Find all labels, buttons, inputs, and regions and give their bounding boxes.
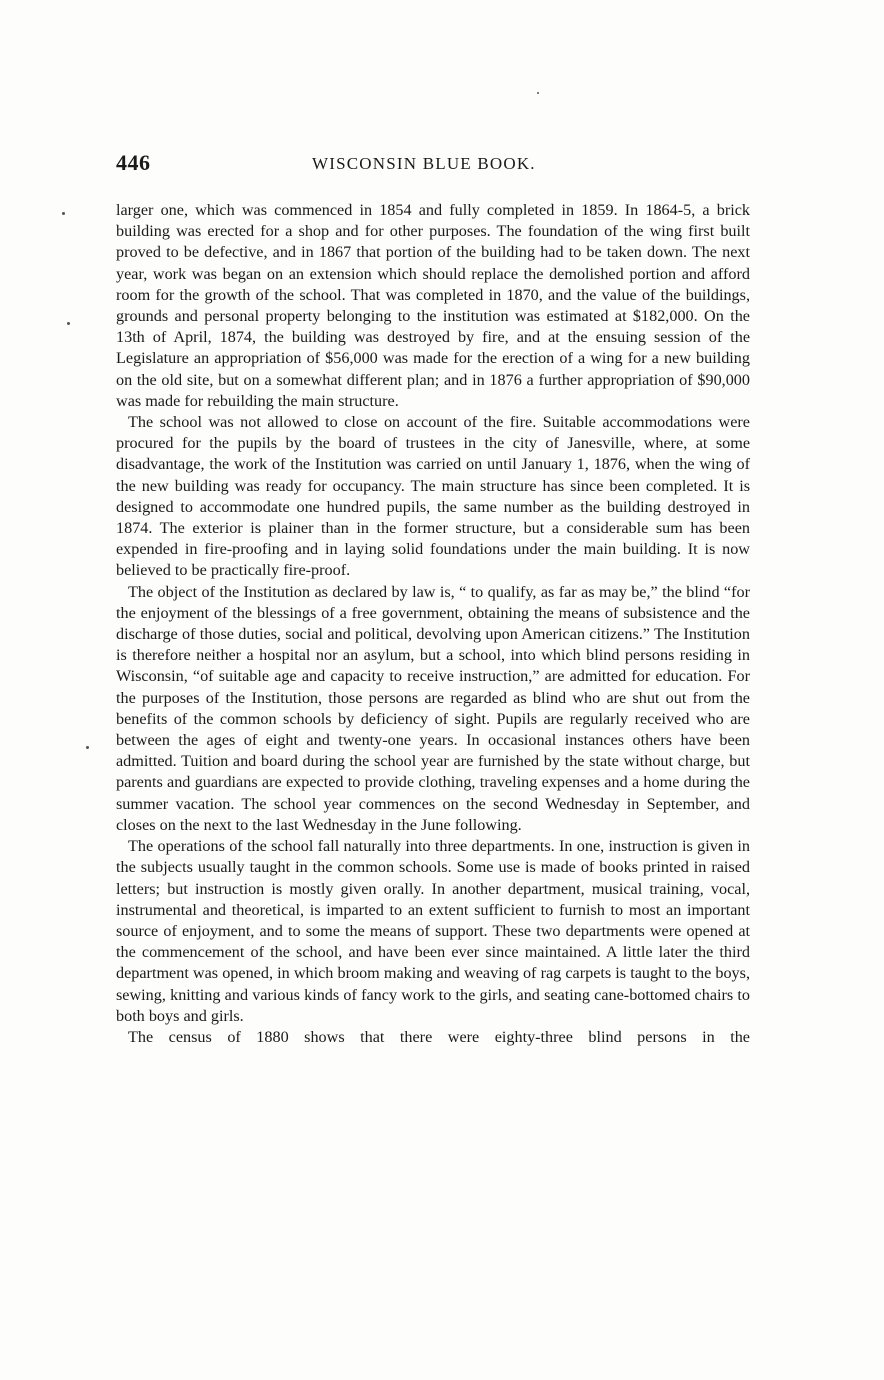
paragraph-departments: The operations of the school fall naturally into three departments. In one, instruction is given in the subjects usually taught in the common schools. Some use is made of books printed in raised letters; but instruction is mostly given orally. In another department, musical training, vocal, instrumental and theoretical, is imparted to an extent sufficient to furnish to most an important source of enjoyment, and to some the means of support. These two departments were opened at the commencement of the school, and have been ever since maintained. A little later the third department was opened, in which broom making and weaving of rag carpets is taught to the boys, sewing, knitting and various kinds of fancy work to the girls, and seating cane-bottomed chairs to both boys and girls. <box>116 837 750 1025</box>
print-speck <box>537 92 539 94</box>
running-head <box>116 150 750 182</box>
body-text <box>116 200 750 1048</box>
running-title: WISCONSIN BLUE BOOK. <box>312 154 536 173</box>
print-speck <box>67 322 70 325</box>
paragraph-object-of-institution: The object of the Institution as declared by law is, “ to qualify, as far as may be,” the blind “for the enjoyment of the blessings of a free government, obtaining the means of subsistence and the discharge of those duties, social and political, devolving upon American citizens.” The Institution is therefore neither a hospital nor an asylum, but a school, into which blind persons residing in Wisconsin, “of suitable age and capacity to receive instruction,” are admitted for education. For the purposes of the Institution, those persons are regarded as blind who are shut out from the benefits of the common schools by deficiency of sight. Pupils are regularly received who are between the ages of eight and twenty-one years. In occasional instances others have been admitted. Tuition and board during the school year are furnished by the state without charge, but parents and guardians are expected to provide clothing, traveling expenses and a home during the summer vacation. The school year commences on the second Wednesday in September, and closes on the next to the last Wednesday in the June following. <box>116 582 750 834</box>
page-number: 446 <box>116 150 151 175</box>
print-speck <box>86 746 89 749</box>
paragraph-fire-and-relocation: The school was not allowed to close on account of the fire. Suitable accommodations were procured for the pupils by the board of trustees in the city of Janesville, where, at some disadvantage, the work of the Institution was carried on until January 1, 1876, when the wing of the new building was ready for occupancy. The main structure has since been completed. It is designed to accommodate one hundred pupils, the same number as the building destroyed in 1874. The exterior is plainer than in the former structure, but a considerable sum has been expended in fire-proofing and in laying solid foundations under the main building. It is now believed to be practically fire-proof. <box>116 413 750 580</box>
paragraph-census: The census of 1880 shows that there were eighty-three blind persons in the <box>128 1027 750 1046</box>
paragraph-history-of-building: larger one, which was commenced in 1854 and fully completed in 1859. In 1864-5, a brick building was erected for a shop and for other purposes. The foundation of the wing first built proved to be defective, and in 1867 that portion of the building had to be taken down. The next year, work was began on an extension which should replace the demolished portion and afford room for the growth of the school. That was completed in 1870, and the value of the buildings, grounds and personal property belonging to the institution was estimated at $182,000. On the 13th of April, 1874, the building was destroyed by fire, and at the ensuing session of the Legislature an appropriation of $56,000 was made for the erection of a wing for a new building on the old site, but on a somewhat different plan; and in 1876 a further appropriation of $90,000 was made for rebuilding the main structure. <box>116 201 750 410</box>
print-speck <box>62 212 65 215</box>
